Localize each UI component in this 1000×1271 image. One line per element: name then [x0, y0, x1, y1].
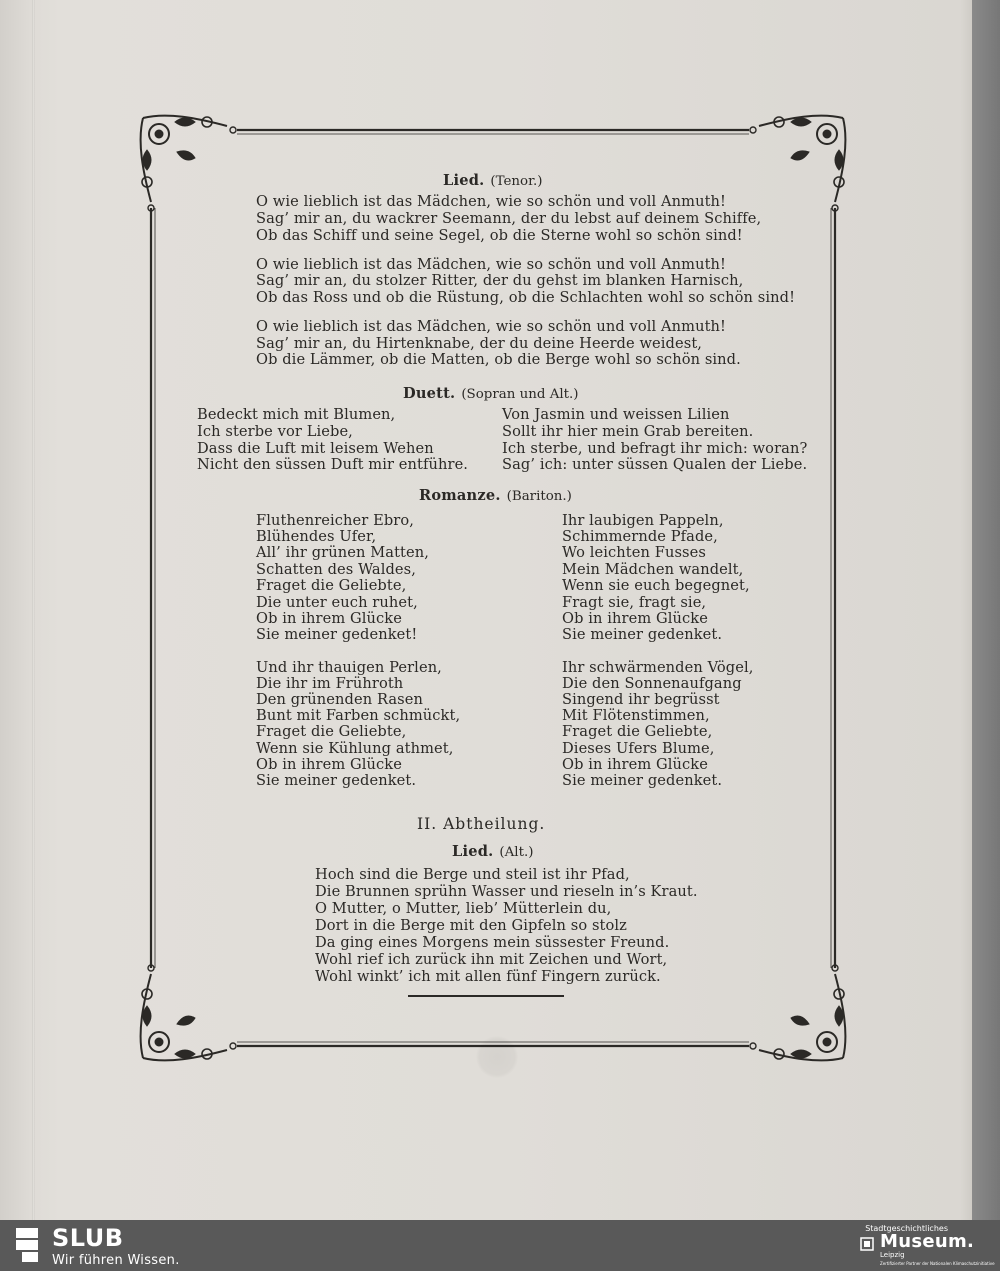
poem-line: Mein Mädchen wandelt,: [562, 561, 744, 578]
poem-line: Sie meiner gedenket.: [256, 772, 417, 789]
poem-line: Wenn sie euch begegnet,: [562, 577, 750, 594]
poem-line: Ob in ihrem Glücke: [562, 756, 708, 773]
poem-line: Ob das Ross und ob die Rüstung, ob die Schlachten wohl so schön sind!: [256, 289, 796, 306]
duett-title: Duett.: [403, 385, 456, 402]
poem-line: Nicht den süssen Duft mir entführe.: [197, 456, 469, 473]
closing-rule: [408, 995, 564, 997]
poem-line: Fluthenreicher Ebro,: [256, 512, 414, 529]
poem-line: Und ihr thauigen Perlen,: [256, 659, 442, 676]
poem-line: Fraget die Geliebte,: [256, 723, 407, 740]
slub-name[interactable]: SLUB: [52, 1224, 124, 1252]
poem-line: O wie lieblich ist das Mädchen, wie so schön und voll Anmuth!: [256, 256, 727, 273]
poem-line: Ich sterbe vor Liebe,: [197, 423, 353, 440]
poem-line: Dass die Luft mit leisem Wehen: [197, 440, 434, 457]
blind-stamp: [476, 1036, 518, 1078]
poem-line: Ihr laubigen Pappeln,: [562, 512, 724, 529]
duett-voice: (Sopran und Alt.): [461, 387, 579, 402]
poem-line: Von Jasmin und weissen Lilien: [502, 406, 730, 423]
section-title: II. Abtheilung.: [417, 815, 546, 833]
lied-tenor-title: Lied.: [443, 172, 485, 189]
poem-line: Sag’ ich: unter süssen Qualen der Liebe.: [502, 456, 808, 473]
poem-line: Sie meiner gedenket.: [562, 772, 723, 789]
slub-tagline: Wir führen Wissen.: [52, 1253, 180, 1268]
poem-line: Ob in ihrem Glücke: [256, 756, 402, 773]
poem-line: Ich sterbe, und befragt ihr mich: woran?: [502, 440, 808, 457]
poem-line: Da ging eines Morgens mein süssester Freund.: [315, 934, 670, 951]
museum-top-label: Stadtgeschichtliches: [865, 1224, 948, 1233]
poem-line: Wo leichten Fusses: [562, 544, 706, 561]
poem-line: Fraget die Geliebte,: [562, 723, 713, 740]
poem-line: O wie lieblich ist das Mädchen, wie so schön und voll Anmuth!: [256, 193, 727, 210]
romanze-heading: [419, 487, 572, 504]
poem-line: Ob die Lämmer, ob die Matten, ob die Berge wohl so schön sind.: [256, 351, 741, 368]
poem-line: Dieses Ufers Blume,: [562, 740, 715, 757]
poem-line: Dort in die Berge mit den Gipfeln so stolz: [315, 917, 627, 934]
poem-line: Ob in ihrem Glücke: [562, 610, 708, 627]
lied-alt-heading: [452, 843, 533, 860]
poem-line: Fragt sie, fragt sie,: [562, 594, 707, 611]
poem-line: Wohl rief ich zurück ihn mit Zeichen und Wort,: [315, 951, 668, 968]
poem-line: Hoch sind die Berge und steil ist ihr Pfad,: [315, 866, 630, 883]
slub-logo-icon: [14, 1226, 44, 1266]
poem-line: Wohl winkt’ ich mit allen fünf Fingern zurück.: [315, 968, 661, 985]
poem-line: Wenn sie Kühlung athmet,: [256, 740, 454, 757]
poem-line: Sag’ mir an, du Hirtenknabe, der du deine Heerde weidest,: [256, 335, 703, 352]
lied-tenor-voice: (Tenor.): [490, 174, 543, 189]
poem-line: Die den Sonnenaufgang: [562, 675, 742, 692]
poem-line: Die unter euch ruhet,: [256, 594, 418, 611]
poem-line: Die Brunnen sprühn Wasser und rieseln in’s Kraut.: [315, 883, 698, 900]
poem-line: O wie lieblich ist das Mädchen, wie so schön und voll Anmuth!: [256, 318, 727, 335]
poem-line: Sie meiner gedenket.: [562, 626, 723, 643]
poem-line: Schatten des Waldes,: [256, 561, 416, 578]
poem-line: Schimmernde Pfade,: [562, 528, 718, 545]
page-fold: [32, 0, 35, 1220]
poem-line: Bedeckt mich mit Blumen,: [197, 406, 396, 423]
lied-tenor-heading: [443, 172, 543, 189]
poem-line: O Mutter, o Mutter, lieb’ Mütterlein du,: [315, 900, 612, 917]
museum-city: Leipzig: [880, 1251, 905, 1259]
poem-line: Ob das Schiff und seine Segel, ob die Sterne wohl so schön sind!: [256, 227, 743, 244]
lied-alt-title: Lied.: [452, 843, 494, 860]
poem-line: Sag’ mir an, du wackrer Seemann, der du lebst auf deinem Schiffe,: [256, 210, 762, 227]
poem-line: Blühendes Ufer,: [256, 528, 377, 545]
poem-line: Die ihr im Frühroth: [256, 675, 404, 692]
poem-line: Bunt mit Farben schmückt,: [256, 707, 461, 724]
poem-line: Mit Flötenstimmen,: [562, 707, 710, 724]
poem-line: Sie meiner gedenket!: [256, 626, 418, 643]
museum-note: Zertifizierter Partner der Nationalen Klimaschutzinitiative: [880, 1261, 995, 1266]
poem-line: Singend ihr begrüsst: [562, 691, 720, 708]
romanze-title: Romanze.: [419, 487, 501, 504]
museum-name[interactable]: Museum.: [880, 1231, 975, 1252]
lied-alt-voice: (Alt.): [499, 845, 534, 860]
poem-line: Sag’ mir an, du stolzer Ritter, der du gehst im blanken Harnisch,: [256, 272, 744, 289]
poem-line: Ihr schwärmenden Vögel,: [562, 659, 754, 676]
duett-heading: [403, 385, 579, 402]
page-edge: [972, 0, 1000, 1220]
romanze-voice: (Bariton.): [506, 489, 572, 504]
poem-line: Sollt ihr hier mein Grab bereiten.: [502, 423, 754, 440]
poem-line: Den grünenden Rasen: [256, 691, 423, 708]
poem-line: All’ ihr grünen Matten,: [256, 544, 429, 561]
poem-line: Fraget die Geliebte,: [256, 577, 407, 594]
poem-line: Ob in ihrem Glücke: [256, 610, 402, 627]
museum-logo-icon: [860, 1237, 874, 1251]
